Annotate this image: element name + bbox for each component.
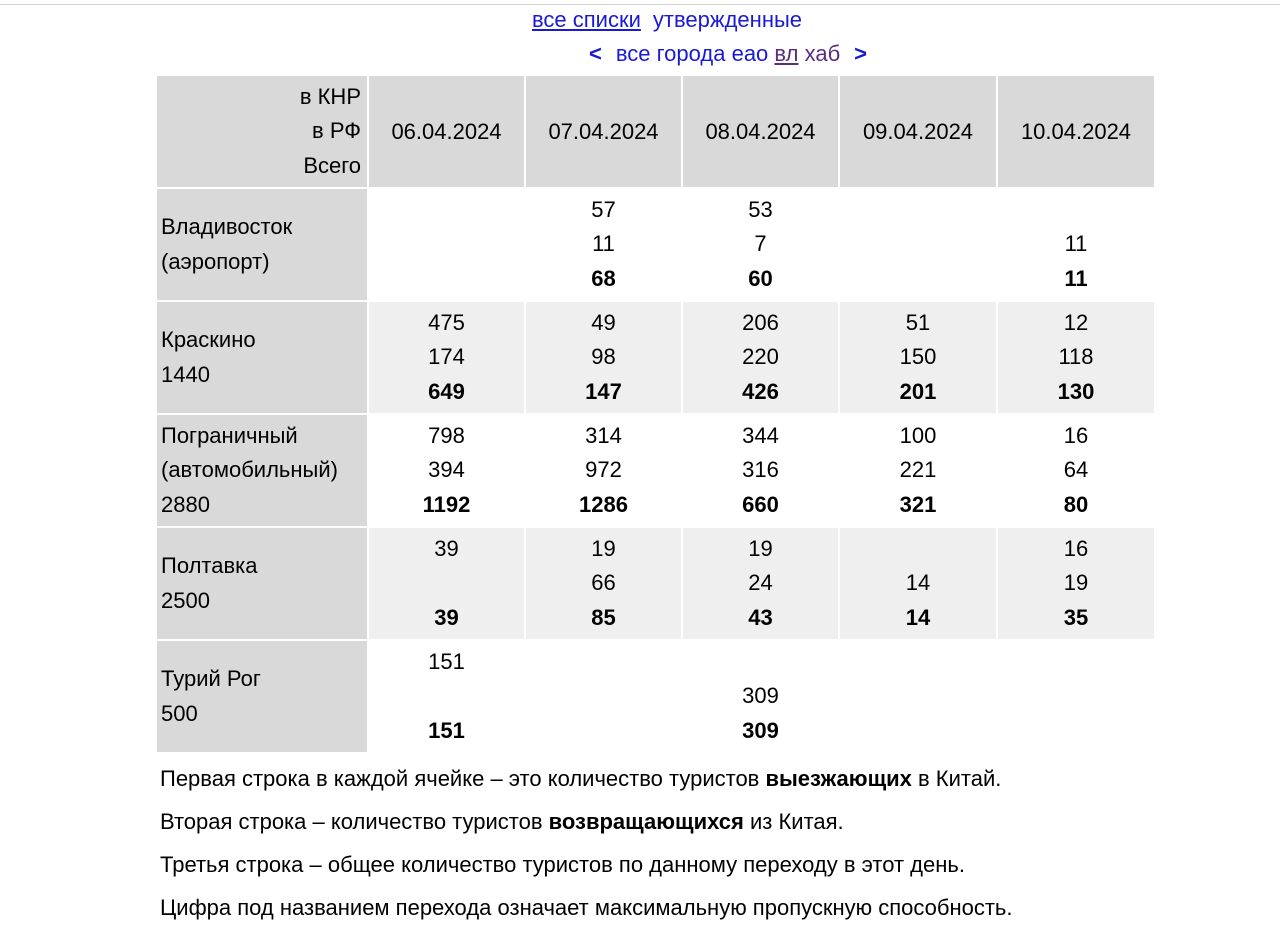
value-cell: [840, 302, 996, 413]
note-text: в Китай.: [911, 766, 1002, 791]
total-count: 309: [742, 717, 779, 743]
return-count: 66: [591, 570, 616, 596]
return-count: 14: [905, 570, 931, 596]
total-count: 147: [585, 378, 622, 404]
tourist-stats-table: [155, 74, 1156, 754]
value-cell: [683, 302, 838, 413]
crossing-capacity: 1440: [161, 361, 210, 387]
note-line-3: Третья строка – общее количество туристов по данному переходу в этот день.: [160, 852, 965, 877]
total-count: 1192: [422, 491, 471, 517]
value-cell: [369, 528, 524, 639]
return-count: 19: [1063, 570, 1089, 596]
value-cell: [840, 641, 996, 752]
value-cell: [998, 528, 1154, 639]
return-count: [526, 679, 681, 714]
total-count: 11: [1064, 265, 1088, 291]
city-filter-nav: [0, 41, 1280, 67]
outbound-count: [840, 532, 996, 567]
legend-cell: [157, 76, 367, 187]
return-count: [998, 679, 1154, 714]
date-header: 06.04.2024: [369, 76, 524, 187]
return-count: 220: [742, 344, 779, 370]
note-line-1: [160, 757, 1013, 800]
outbound-count: 19: [591, 535, 616, 561]
value-cell: [998, 415, 1154, 526]
khab-link[interactable]: хаб: [804, 41, 841, 66]
return-count: 972: [585, 457, 622, 483]
date-header: 07.04.2024: [526, 76, 681, 187]
outbound-count: 39: [434, 535, 459, 561]
total-count: 80: [1063, 491, 1089, 517]
outbound-count: 151: [428, 648, 465, 674]
value-cell: [840, 528, 996, 639]
total-count: 85: [591, 604, 616, 630]
explanation-notes: [160, 757, 1013, 927]
crossing-name-cell: [157, 528, 367, 639]
value-cell: [526, 189, 681, 300]
total-count: 660: [742, 491, 779, 517]
value-cell: [998, 189, 1154, 300]
note-emphasis: возвращающихся: [548, 809, 744, 834]
value-cell: [683, 189, 838, 300]
return-count: 309: [742, 683, 779, 709]
value-cell: [683, 415, 838, 526]
outbound-count: [998, 193, 1154, 228]
outbound-count: 51: [905, 309, 931, 335]
return-count: [369, 227, 524, 262]
outbound-count: 475: [428, 309, 465, 335]
outbound-count: 314: [585, 422, 622, 448]
total-count: [840, 714, 996, 749]
value-cell: [369, 189, 524, 300]
next-arrow-link[interactable]: >: [854, 41, 868, 66]
total-count: 14: [905, 604, 931, 630]
value-cell: [840, 415, 996, 526]
crossing-name-cell: [157, 189, 367, 300]
crossing-name-cell: [157, 415, 367, 526]
all-cities-link[interactable]: все города: [615, 41, 726, 66]
crossing-name: Пограничный: [161, 422, 298, 448]
outbound-count: 16: [1063, 535, 1089, 561]
return-count: 118: [1058, 344, 1094, 370]
note-text: Первая строка в каждой ячейке – это количество туристов: [160, 766, 766, 791]
value-cell: [369, 302, 524, 413]
return-count: 150: [899, 344, 937, 370]
crossing-name: Турий Рог: [161, 666, 261, 691]
eao-link[interactable]: еао: [731, 41, 769, 66]
outbound-count: [840, 193, 996, 228]
outbound-count: 19: [748, 535, 773, 561]
outbound-count: [369, 193, 524, 228]
top-divider: [0, 4, 1280, 5]
value-cell: [369, 415, 524, 526]
return-count: 221: [899, 457, 937, 483]
outbound-count: 206: [742, 309, 779, 335]
outbound-count: 12: [1063, 309, 1089, 335]
total-count: 68: [591, 265, 616, 291]
total-count: 60: [748, 265, 773, 291]
crossing-capacity: 2500: [161, 587, 210, 613]
crossing-row: [157, 641, 1154, 752]
approved-link[interactable]: утвержденные: [652, 7, 803, 32]
all-lists-link[interactable]: все списки: [531, 7, 641, 32]
value-cell: [998, 302, 1154, 413]
value-cell: [369, 641, 524, 752]
outbound-count: [840, 645, 996, 680]
note-text: Вторая строка – количество туристов: [160, 809, 549, 834]
return-count: 174: [428, 344, 465, 370]
outbound-count: 49: [591, 309, 616, 335]
crossing-name: Полтавка: [161, 553, 258, 578]
return-count: [840, 679, 996, 714]
return-count: [369, 679, 524, 714]
note-line-4: Цифра под названием перехода означает максимальную пропускную способность.: [160, 895, 1013, 920]
return-count: 11: [592, 231, 615, 257]
note-line-2: [160, 800, 1013, 843]
return-count: 11: [1064, 231, 1088, 257]
outbound-count: 16: [1063, 422, 1089, 448]
outbound-count: 344: [742, 422, 779, 448]
header-row: [157, 76, 1154, 187]
total-count: 321: [899, 491, 937, 517]
outbound-count: 57: [591, 196, 616, 222]
crossing-row: [157, 189, 1154, 300]
total-count: 201: [899, 378, 937, 404]
outbound-count: 53: [748, 196, 773, 222]
crossing-capacity: 500: [161, 700, 198, 726]
return-count: 316: [742, 457, 779, 483]
return-count: 394: [428, 457, 465, 483]
crossing-name-cell: [157, 302, 367, 413]
outbound-count: [998, 645, 1154, 680]
legend-to-china: в КНР: [299, 83, 361, 109]
date-header: 09.04.2024: [840, 76, 996, 187]
crossing-row: [157, 302, 1154, 413]
prev-arrow-link[interactable]: <: [588, 41, 602, 66]
total-count: [369, 262, 524, 297]
crossing-capacity: 2880: [161, 491, 210, 517]
value-cell: [683, 528, 838, 639]
note-text: из Китая.: [743, 809, 844, 834]
total-count: 43: [748, 604, 773, 630]
vl-link[interactable]: вл: [774, 41, 799, 66]
crossing-name: Краскино: [161, 327, 256, 352]
return-count: 7: [754, 231, 767, 257]
list-filter-nav: [0, 7, 1280, 33]
total-count: [526, 714, 681, 749]
crossing-name-cell: [157, 641, 367, 752]
total-count: 130: [1057, 378, 1095, 404]
crossing-row: [157, 415, 1154, 526]
total-count: 151: [428, 717, 465, 743]
date-header: 10.04.2024: [998, 76, 1154, 187]
value-cell: [998, 641, 1154, 752]
return-count: 24: [748, 570, 773, 596]
return-count: [840, 227, 996, 262]
value-cell: [526, 415, 681, 526]
value-cell: [840, 189, 996, 300]
value-cell: [526, 302, 681, 413]
total-count: 35: [1063, 604, 1089, 630]
note-emphasis: выезжающих: [765, 766, 912, 791]
crossing-row: [157, 528, 1154, 639]
value-cell: [526, 641, 681, 752]
total-count: 39: [434, 604, 459, 630]
value-cell: [683, 641, 838, 752]
legend-total: Всего: [303, 152, 361, 178]
return-count: [369, 566, 524, 601]
total-count: 426: [742, 378, 779, 404]
return-count: 98: [591, 344, 616, 370]
legend-to-russia: в РФ: [312, 118, 361, 144]
outbound-count: [526, 645, 681, 680]
return-count: 64: [1063, 457, 1089, 483]
date-header: 08.04.2024: [683, 76, 838, 187]
outbound-count: [683, 645, 838, 680]
total-count: 1286: [579, 491, 628, 517]
value-cell: [526, 528, 681, 639]
outbound-count: 100: [899, 422, 937, 448]
total-count: [998, 714, 1154, 749]
crossing-subname: (автомобильный): [161, 457, 338, 483]
crossing-name: Владивосток: [161, 214, 293, 239]
total-count: [840, 262, 996, 297]
outbound-count: 798: [428, 422, 465, 448]
total-count: 649: [428, 378, 465, 404]
crossing-subname: (аэропорт): [161, 248, 270, 274]
